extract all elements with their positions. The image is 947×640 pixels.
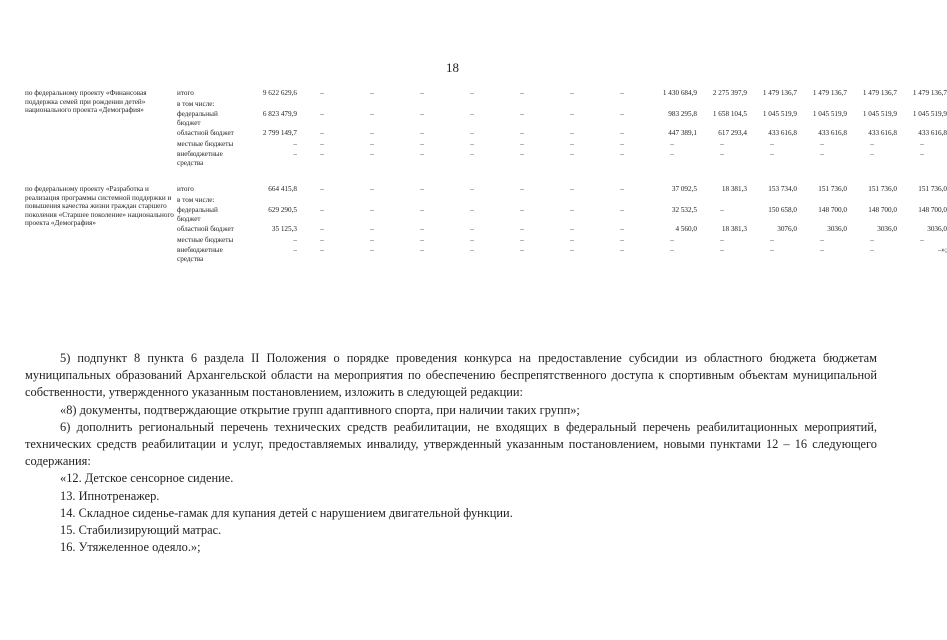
year-value: – [520, 225, 524, 233]
year-value [497, 99, 547, 110]
year-value: 433 616,8 [918, 129, 947, 137]
funding-source: внебюджетные средства [177, 150, 223, 167]
year-value: – [370, 206, 374, 214]
year-value: 1 430 684,9 [662, 89, 697, 97]
year-value: – [570, 235, 574, 244]
year-value: – [420, 110, 424, 118]
year-value: – [470, 139, 474, 148]
paragraph-5: 5) подпункт 8 пункта 6 раздела II Положения о порядке проведения конкурса на предоставление субсидии из областного бюджета бюджетам муниципальных образований Архангельской области на мероприятия по обеспечению беспрепятственного доступа к спортивным объектам муниципальной собственности, утвержденного указанным постановлением, изложить в следующей редакции: [25, 351, 877, 400]
funding-source: в том числе: [177, 99, 215, 108]
table-row [25, 88, 947, 99]
year-value: 151 736,0 [818, 185, 847, 193]
year-value: – [920, 235, 924, 244]
year-value: – [770, 246, 774, 254]
year-value [297, 99, 347, 110]
year-value: 148 700,0 [918, 206, 947, 214]
year-value: – [720, 246, 724, 254]
year-value [297, 195, 347, 206]
year-value: – [370, 185, 374, 193]
year-value: – [620, 225, 624, 233]
year-value: – [470, 89, 474, 97]
total-value: – [293, 235, 297, 244]
year-value [597, 99, 647, 110]
year-value: 1 045 519,9 [812, 110, 847, 118]
year-value: – [570, 185, 574, 193]
year-value: – [470, 235, 474, 244]
year-value [747, 195, 797, 206]
total-value: 9 622 629,6 [262, 89, 297, 97]
year-value: 1 658 104,5 [712, 110, 747, 118]
project-name: по федеральному проекту «Финансовая поддержка семей при рождении детей» национального проекта «Демография» [25, 89, 147, 114]
year-value: – [670, 235, 674, 244]
total-value [235, 195, 297, 206]
year-value: – [620, 150, 624, 158]
year-value: 151 736,0 [868, 185, 897, 193]
year-value: – [520, 89, 524, 97]
total-value: 6 823 479,9 [262, 110, 297, 118]
year-value: 1 479 136,7 [812, 89, 847, 97]
year-value: – [720, 206, 724, 214]
year-value: – [870, 150, 874, 158]
year-value [847, 99, 897, 110]
year-value: – [720, 150, 724, 158]
year-value: – [520, 235, 524, 244]
list-item: 15. Стабилизирующий матрас. [60, 523, 222, 538]
year-value: – [320, 139, 324, 148]
year-value: – [520, 110, 524, 118]
year-value: 1 479 136,7 [762, 89, 797, 97]
year-value: – [420, 235, 424, 244]
year-value [397, 99, 447, 110]
total-value: – [293, 139, 297, 148]
year-value: – [370, 150, 374, 158]
year-value: 1 045 519,9 [912, 110, 947, 118]
list-item: 14. Складное сиденье-гамак для купания детей с нарушением двигательной функции. [60, 505, 513, 520]
year-value: – [520, 246, 524, 254]
year-value: – [320, 246, 324, 254]
year-value: 4 560,0 [675, 225, 697, 233]
year-value: – [620, 89, 624, 97]
year-value: – [470, 206, 474, 214]
year-value: – [920, 139, 924, 148]
year-value: – [870, 235, 874, 244]
year-value: – [620, 110, 624, 118]
year-value: – [670, 246, 674, 254]
page-number: 18 [446, 60, 459, 75]
year-value: – [370, 129, 374, 137]
year-value: 3036,0 [927, 225, 947, 233]
year-value: 617 293,4 [718, 129, 747, 137]
list-item: «12. Детское сенсорное сидение. [60, 471, 234, 486]
year-value: 18 381,3 [721, 185, 747, 193]
funding-source: федеральный бюджет [177, 206, 218, 223]
year-value: – [420, 185, 424, 193]
year-value: – [520, 139, 524, 148]
year-value: – [520, 185, 524, 193]
year-value [847, 195, 897, 206]
total-value: 2 799 149,7 [262, 129, 297, 137]
year-value: – [370, 89, 374, 97]
year-value: – [870, 246, 874, 254]
year-value: 150 658,0 [768, 206, 797, 214]
year-value: – [520, 150, 524, 158]
year-value: 3036,0 [877, 225, 897, 233]
year-value: – [820, 139, 824, 148]
year-value: – [670, 139, 674, 148]
budget-table [25, 88, 947, 264]
year-value: – [620, 246, 624, 254]
year-value [547, 195, 597, 206]
year-value: – [620, 185, 624, 193]
year-value: – [620, 139, 624, 148]
total-value: 35 125,3 [271, 225, 297, 233]
year-value [447, 195, 497, 206]
year-value: – [520, 206, 524, 214]
year-value: 1 045 519,9 [862, 110, 897, 118]
year-value [747, 99, 797, 110]
year-value: – [470, 150, 474, 158]
year-value: – [570, 206, 574, 214]
year-value: 433 616,8 [768, 129, 797, 137]
year-value: – [620, 235, 624, 244]
funding-source: местные бюджеты [177, 235, 234, 244]
body-text [25, 350, 877, 556]
year-value: – [570, 246, 574, 254]
year-value: – [320, 185, 324, 193]
year-value [797, 99, 847, 110]
year-value: 1 479 136,7 [912, 89, 947, 97]
year-value: – [570, 139, 574, 148]
table-row [25, 184, 947, 195]
year-value: 433 616,8 [818, 129, 847, 137]
year-value: – [470, 129, 474, 137]
year-value [447, 99, 497, 110]
year-value: – [370, 235, 374, 244]
year-value: 148 700,0 [818, 206, 847, 214]
year-value: – [770, 139, 774, 148]
year-value [797, 195, 847, 206]
year-value [697, 99, 747, 110]
funding-source: областной бюджет [177, 225, 234, 233]
year-value: – [520, 129, 524, 137]
year-value [697, 195, 747, 206]
total-value: 664 415,8 [268, 185, 297, 193]
total-value: – [293, 150, 297, 158]
funding-source: итого [177, 185, 194, 193]
year-value: 983 295,8 [668, 110, 697, 118]
year-value: – [320, 110, 324, 118]
year-value: – [370, 110, 374, 118]
year-value: – [320, 225, 324, 233]
year-value: – [570, 150, 574, 158]
year-value: – [720, 139, 724, 148]
year-value: 1 045 519,9 [762, 110, 797, 118]
year-value [497, 195, 547, 206]
year-value [397, 195, 447, 206]
total-value [235, 99, 297, 110]
list-item: 16. Утяжеленное одеяло.»; [60, 540, 201, 555]
year-value: 148 700,0 [868, 206, 897, 214]
year-value: – [370, 139, 374, 148]
funding-source: федеральный бюджет [177, 110, 218, 127]
year-value: 1 479 136,7 [862, 89, 897, 97]
year-value: – [570, 110, 574, 118]
year-value: – [770, 150, 774, 158]
year-value: – [420, 246, 424, 254]
project-name: по федеральному проекту «Разработка и реализация программы системной поддержки и повышения качества жизни граждан старшего поколения «Старшее поколение» национального проекта «Демография» [25, 185, 174, 227]
year-value: – [670, 150, 674, 158]
paragraph-5-quote: «8) документы, подтверждающие открытие групп адаптивного спорта, при наличии таких групп»; [60, 402, 580, 417]
year-value: – [570, 129, 574, 137]
year-value: – [470, 246, 474, 254]
year-value: – [820, 235, 824, 244]
year-value: 151 736,0 [918, 185, 947, 193]
year-value: 18 381,3 [721, 225, 747, 233]
year-value: – [420, 206, 424, 214]
year-value: – [320, 89, 324, 97]
funding-source: в том числе: [177, 195, 215, 204]
funding-source: внебюджетные средства [177, 246, 223, 263]
year-value: 32 532,5 [671, 206, 697, 214]
year-value: 153 734,0 [768, 185, 797, 193]
year-value: 447 389,1 [668, 129, 697, 137]
year-value: – [420, 139, 424, 148]
year-value: 37 092,5 [671, 185, 697, 193]
year-value [647, 195, 697, 206]
year-value: – [870, 139, 874, 148]
funding-source: местные бюджеты [177, 139, 234, 148]
year-value: – [470, 185, 474, 193]
year-value: – [470, 110, 474, 118]
year-value: – [470, 225, 474, 233]
year-value: – [620, 129, 624, 137]
year-value: – [720, 235, 724, 244]
year-value: – [320, 235, 324, 244]
year-value: – [320, 129, 324, 137]
year-value: – [920, 150, 924, 158]
year-value: 3036,0 [827, 225, 847, 233]
year-value [547, 99, 597, 110]
year-value [597, 195, 647, 206]
list-item: 13. Ипнотренажер. [60, 488, 160, 503]
year-value: – [370, 225, 374, 233]
total-value: 629 290,5 [268, 206, 297, 214]
year-value: – [370, 246, 374, 254]
year-value: – [320, 206, 324, 214]
year-value: – [420, 129, 424, 137]
year-value: – [570, 225, 574, 233]
year-value: – [320, 150, 324, 158]
total-value: – [293, 246, 297, 254]
paragraph-6: 6) дополнить региональный перечень технических средств реабилитации, не входящих в федеральный перечень реабилитационных мероприятий, технических средств реабилитации и услуг, предоставляемых инвалиду, утвержденный указанным постановлением, новыми пунктами 12 – 16 следующего содержания: [25, 419, 877, 469]
year-value [897, 99, 947, 110]
year-value [647, 99, 697, 110]
year-value: – [420, 89, 424, 97]
funding-source: итого [177, 89, 194, 97]
spacer-cell [25, 168, 947, 184]
year-value [897, 195, 947, 206]
year-value: 2 275 397,9 [712, 89, 747, 97]
year-value: –»; [937, 246, 947, 254]
year-value: – [820, 150, 824, 158]
year-value [347, 195, 397, 206]
year-value: – [620, 206, 624, 214]
funding-source: областной бюджет [177, 129, 234, 137]
year-value: 3076,0 [777, 225, 797, 233]
year-value: – [420, 225, 424, 233]
block-spacer [25, 168, 947, 184]
year-value: – [570, 89, 574, 97]
year-value [347, 99, 397, 110]
year-value: 433 616,8 [868, 129, 897, 137]
year-value: – [820, 246, 824, 254]
year-value: – [420, 150, 424, 158]
year-value: – [770, 235, 774, 244]
